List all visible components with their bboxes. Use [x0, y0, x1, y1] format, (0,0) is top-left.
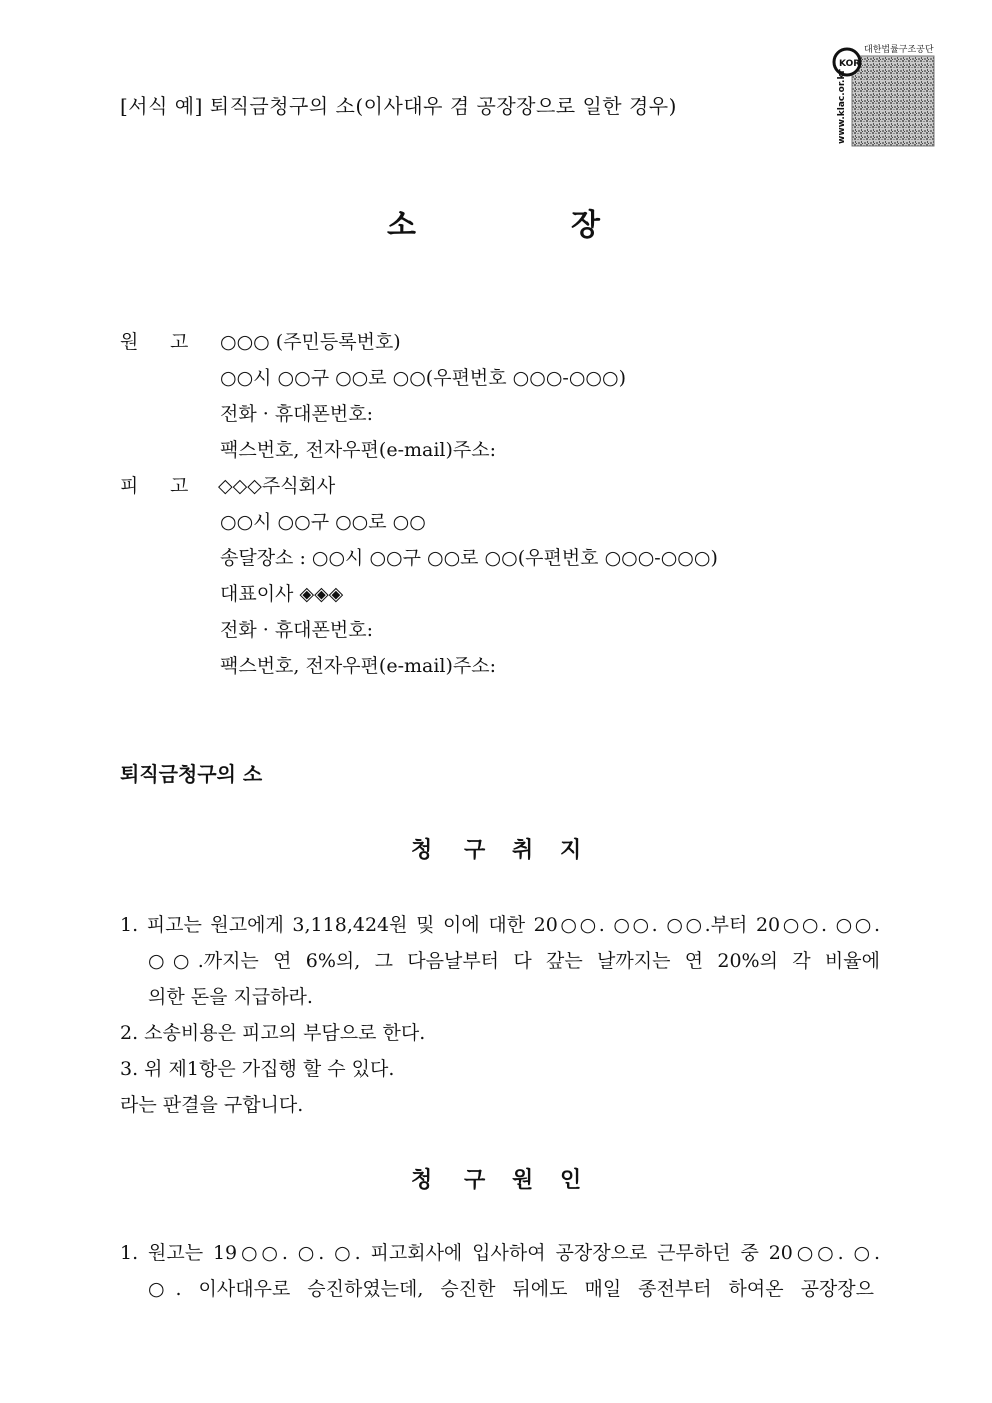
claim-purpose-heading-4: 지 — [560, 837, 582, 863]
defendant-representative: 대표이사 ◈◈◈ — [220, 583, 344, 605]
claim-cause-line-2: ○. 이사대우로 승진하였는데, 승진한 뒤에도 매일 종전부터 하여온 공장장으 — [148, 1278, 874, 1300]
stamp-url-text: www.klac.or.kr — [837, 69, 847, 144]
form-header: [서식 예] 퇴직금청구의 소(이사대우 겸 공장장으로 일한 경우) — [120, 94, 677, 118]
claim-item-1-line-2: ○○.까지는 연 6%의, 그 다음날부터 다 갚는 날까지는 연 20%의 각 비율에 — [148, 950, 880, 972]
plaintiff-label-2: 고 — [170, 331, 189, 353]
claim-purpose-heading-2: 구 — [464, 837, 486, 863]
stamp-org-text: 대한법률구조공단 — [864, 45, 934, 55]
claim-cause-line-1: 1. 원고는 19○○. ○. ○. 피고회사에 입사하여 공장장으로 근무하던 중 20○○. ○. — [120, 1242, 880, 1264]
plaintiff-name: ○○○ (주민등록번호) — [220, 331, 401, 353]
defendant-phone: 전화 · 휴대폰번호: — [220, 619, 373, 641]
stamp-badge-text: KOR — [839, 59, 861, 69]
claim-item-3: 3. 위 제1항은 가집행 할 수 있다. — [120, 1058, 395, 1080]
claim-closing: 라는 판결을 구합니다. — [120, 1094, 304, 1116]
defendant-service-address: 송달장소 : ○○시 ○○구 ○○로 ○○(우편번호 ○○○-○○○) — [220, 547, 718, 569]
claim-purpose-heading-3: 취 — [512, 837, 534, 863]
defendant-label-1: 피 — [120, 475, 139, 497]
plaintiff-phone: 전화 · 휴대폰번호: — [220, 403, 373, 425]
plaintiff-address: ○○시 ○○구 ○○로 ○○(우편번호 ○○○-○○○) — [220, 367, 626, 389]
defendant-fax-email: 팩스번호, 전자우편(e-mail)주소: — [220, 655, 497, 677]
claim-item-1-line-3: 의한 돈을 지급하라. — [148, 986, 313, 1008]
document-title-char-1: 소 — [387, 208, 416, 243]
defendant-address: ○○시 ○○구 ○○로 ○○ — [220, 511, 426, 533]
case-name: 퇴직금청구의 소 — [120, 762, 263, 786]
claim-cause-heading-4: 인 — [560, 1167, 582, 1193]
claim-item-2: 2. 소송비용은 피고의 부담으로 한다. — [120, 1022, 426, 1044]
claim-cause-heading-2: 구 — [464, 1167, 486, 1193]
defendant-name: ◇◇◇주식회사 — [218, 475, 336, 497]
claim-purpose-heading-1: 청 — [411, 837, 433, 863]
defendant-label-2: 고 — [170, 475, 189, 497]
document-title-char-2: 장 — [571, 208, 600, 243]
claim-item-1-line-1: 1. 피고는 원고에게 3,118,424원 및 이에 대한 20○○. ○○. ○○.부터 20○○. ○○. — [120, 914, 880, 936]
claim-cause-heading-1: 청 — [411, 1167, 433, 1193]
plaintiff-fax-email: 팩스번호, 전자우편(e-mail)주소: — [220, 439, 497, 461]
klac-logo-stamp — [830, 42, 936, 148]
plaintiff-label-1: 원 — [120, 331, 139, 353]
stamp-graphic — [830, 42, 936, 148]
claim-cause-heading-3: 원 — [512, 1167, 534, 1193]
